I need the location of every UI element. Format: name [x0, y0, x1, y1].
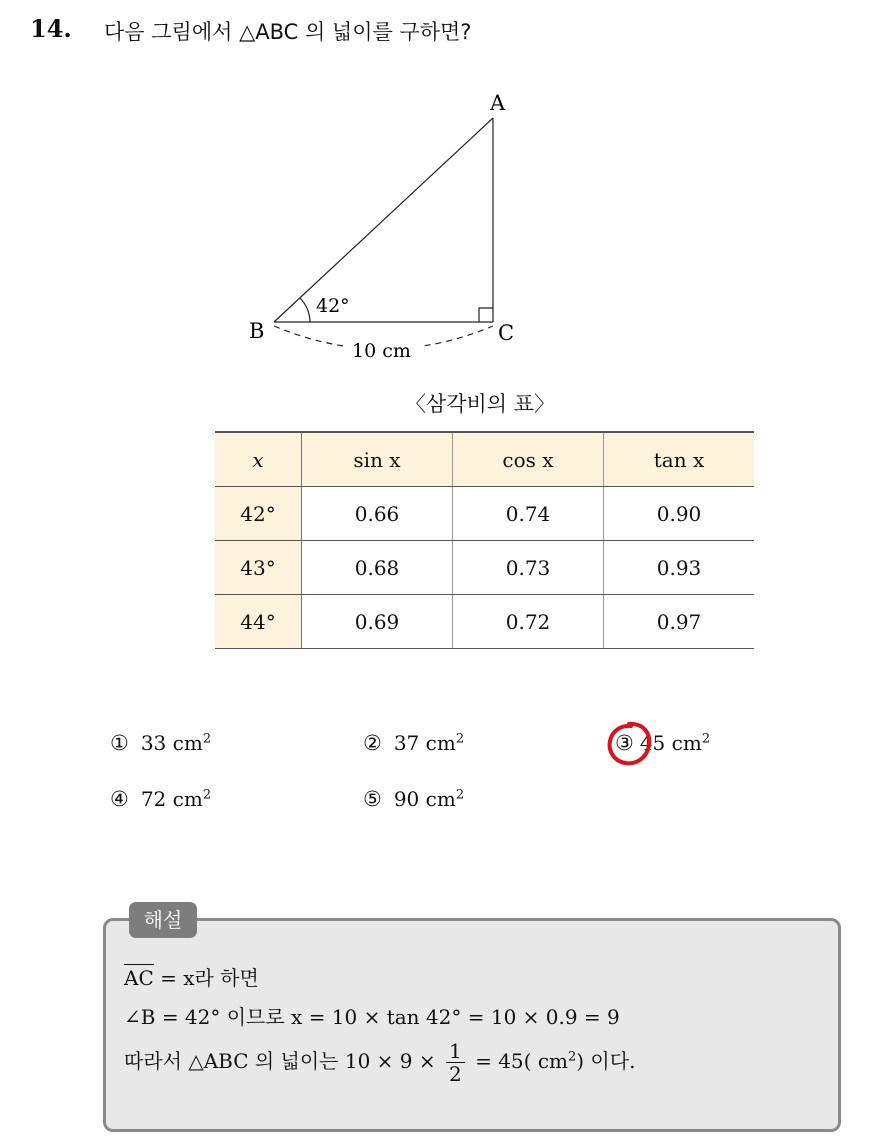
cell-tan: 0.97 — [604, 595, 755, 649]
choice-value: 90 cm — [393, 787, 456, 811]
choice-5[interactable] — [363, 787, 464, 811]
choice-2[interactable] — [363, 731, 464, 755]
cell-sin: 0.66 — [302, 487, 453, 541]
solution-line-1-text: = x라 하면 — [153, 966, 259, 990]
choice-4[interactable] — [110, 787, 211, 811]
header-tan: tan x — [604, 432, 755, 487]
solution-line-1 — [124, 962, 259, 991]
choice-value: 45 cm — [639, 731, 702, 755]
choice-mark: ⑤ — [363, 787, 382, 811]
solution-line-2: ∠B = 42° 이므로 x = 10 × tan 42° = 10 × 0.9 = 9 — [124, 1005, 620, 1029]
choice-value: 37 cm — [393, 731, 456, 755]
label-c: C — [498, 321, 515, 345]
choice-exponent: 2 — [701, 731, 711, 747]
triangle-figure — [0, 0, 884, 380]
table-caption: 〈삼각비의 표〉 — [404, 392, 556, 416]
header-sin: sin x — [302, 432, 453, 487]
fraction-half — [446, 1040, 465, 1085]
cell-angle: 42° — [215, 487, 302, 541]
cell-cos: 0.73 — [453, 541, 604, 595]
base-label: 10 cm — [352, 340, 411, 362]
choice-value: 33 cm — [140, 731, 203, 755]
table-row — [215, 541, 754, 595]
choice-mark: ④ — [110, 787, 129, 811]
side-ab — [274, 118, 493, 322]
cell-sin: 0.68 — [302, 541, 453, 595]
cell-cos: 0.72 — [453, 595, 604, 649]
table-row — [215, 595, 754, 649]
choice-mark: ① — [110, 731, 129, 755]
cell-cos: 0.74 — [453, 487, 604, 541]
choice-1[interactable] — [110, 731, 211, 755]
choice-exponent: 2 — [455, 731, 465, 747]
answer-circle-mark — [603, 718, 655, 770]
solution-line-3-end: ) 이다. — [576, 1049, 636, 1073]
angle-label: 42° — [316, 295, 350, 317]
choice-value: 72 cm — [140, 787, 203, 811]
fraction-numerator: 1 — [446, 1040, 465, 1063]
question-text: 다음 그림에서 △ABC 의 넓이를 구하면? — [104, 20, 472, 44]
choice-exponent: 2 — [455, 787, 465, 803]
fraction-denominator: 2 — [449, 1062, 462, 1086]
question-number: 14. — [30, 14, 72, 43]
table-header-row — [215, 432, 754, 487]
segment-ac: AC — [124, 966, 154, 990]
cell-angle: 43° — [215, 541, 302, 595]
cell-sin: 0.69 — [302, 595, 453, 649]
cell-tan: 0.90 — [604, 487, 755, 541]
label-a: A — [490, 91, 506, 115]
table-row — [215, 487, 754, 541]
solution-line-3 — [124, 1040, 635, 1085]
angle-arc — [300, 298, 310, 322]
choice-exponent: 2 — [202, 787, 212, 803]
solution-line-3-post: = 45( cm — [475, 1049, 568, 1073]
choice-mark: ③ — [615, 731, 634, 755]
cell-tan: 0.93 — [604, 541, 755, 595]
solution-line-3-pre: 따라서 △ABC 의 넓이는 10 × 9 × — [124, 1049, 436, 1073]
choice-mark: ② — [363, 731, 382, 755]
solution-exponent: 2 — [567, 1049, 577, 1065]
header-cos: cos x — [453, 432, 604, 487]
trig-table — [215, 431, 754, 649]
right-angle-mark — [479, 308, 493, 322]
label-b: B — [249, 319, 265, 343]
solution-tag: 해설 — [129, 902, 197, 938]
choice-exponent: 2 — [202, 731, 212, 747]
cell-angle: 44° — [215, 595, 302, 649]
header-x: x — [215, 432, 302, 487]
